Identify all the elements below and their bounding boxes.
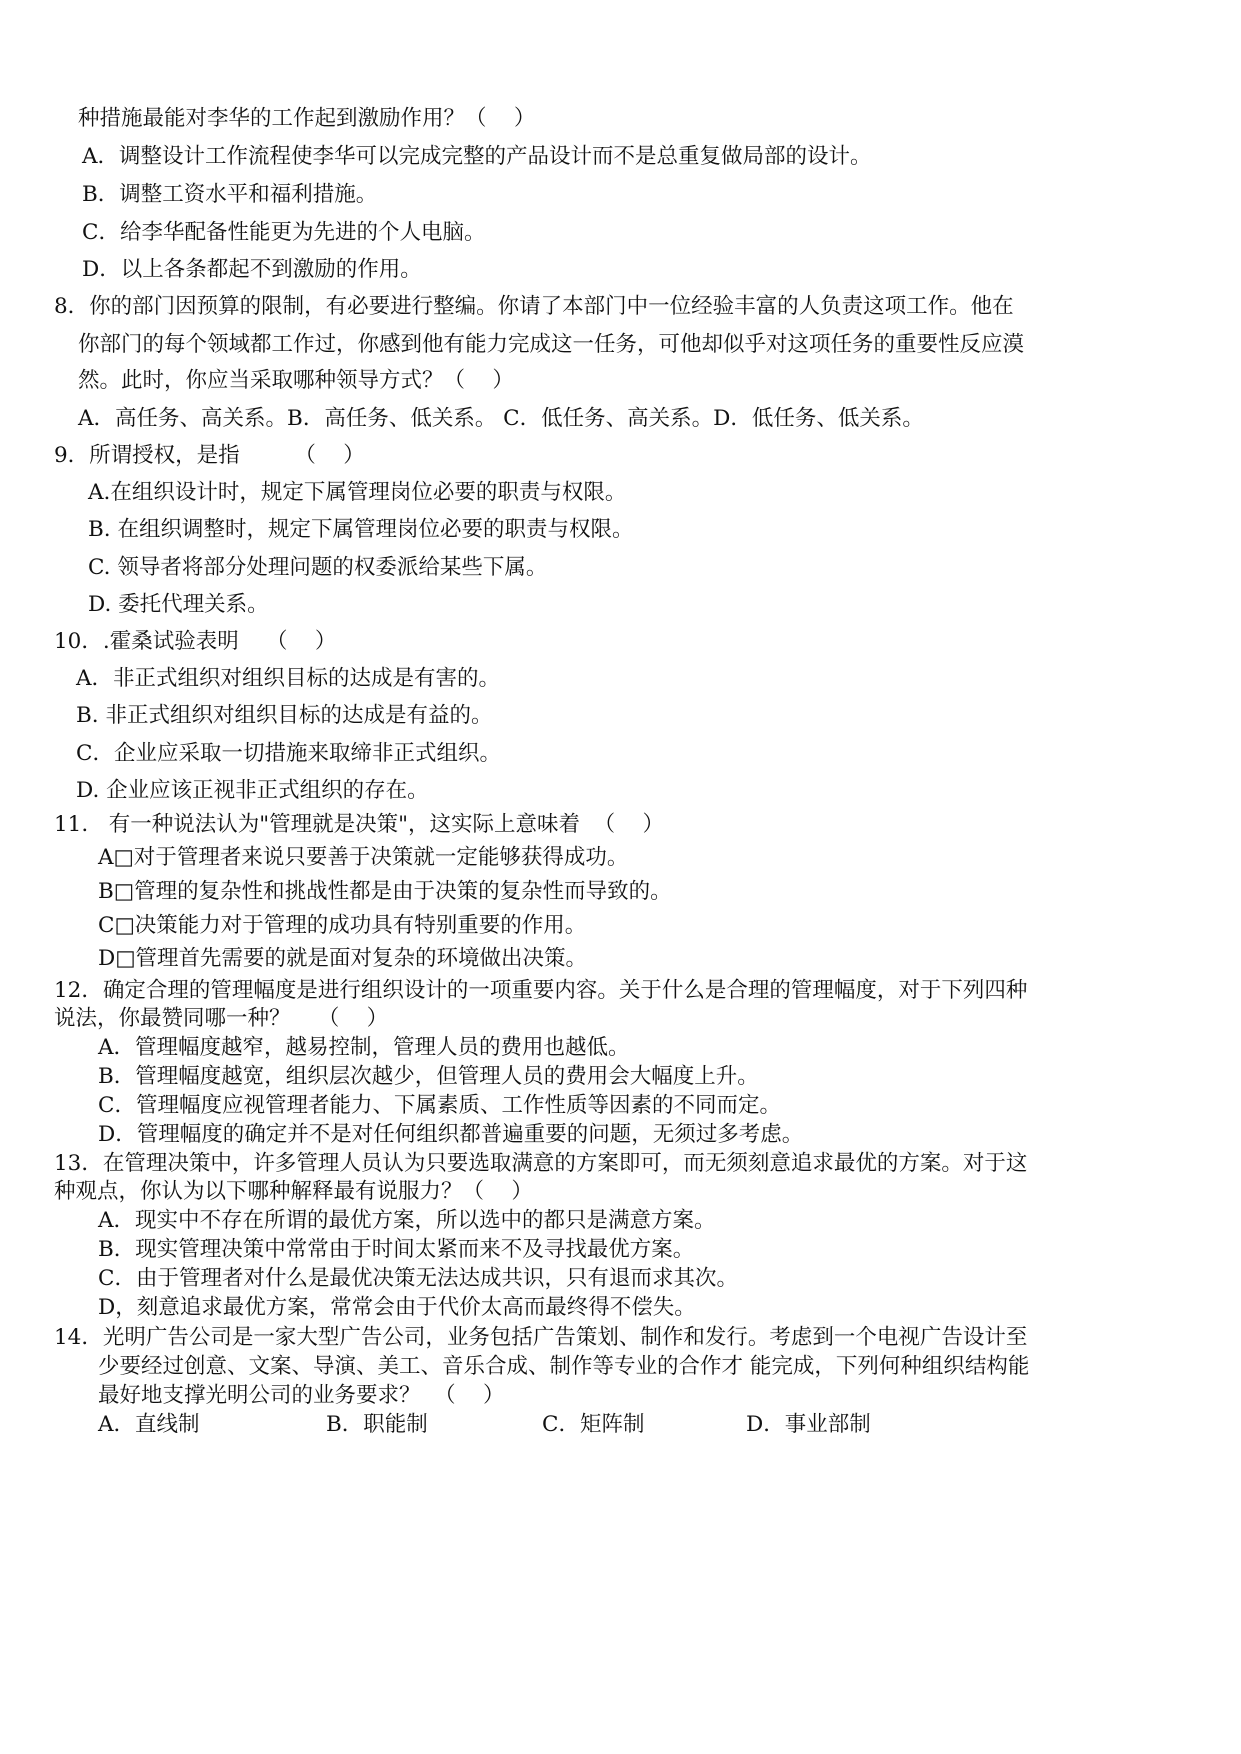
q14-stem-line2: 少要经过创意、文案、导演、美工、音乐合成、制作等专业的合作才 能完成，下列何种组织结构能 xyxy=(98,1354,1030,1379)
q14-option-d: D．事业部制 xyxy=(746,1412,871,1437)
q12-option-b: B．管理幅度越宽，组织层次越少，但管理人员的费用会大幅度上升。 xyxy=(98,1064,759,1089)
q14-option-c: C．矩阵制 xyxy=(542,1412,645,1437)
q10-stem: 10．.霍桑试验表明 （ ） xyxy=(54,629,337,654)
q12-option-a: A．管理幅度越窄，越易控制，管理人员的费用也越低。 xyxy=(98,1035,630,1060)
q13-option-b: B．现实管理决策中常常由于时间太紧而来不及寻找最优方案。 xyxy=(98,1237,695,1262)
q11-option-a: A□对于管理者来说只要善于决策就一定能够获得成功。 xyxy=(98,845,629,870)
q7-option-b: B．调整工资水平和福利措施。 xyxy=(82,182,378,207)
q14-stem-line3: 最好地支撑光明公司的业务要求？ （ ） xyxy=(98,1383,505,1408)
q13-option-a: A．现实中不存在所谓的最优方案，所以选中的都只是满意方案。 xyxy=(98,1208,716,1233)
q14-option-a: A．直线制 xyxy=(98,1412,200,1437)
q8-stem-line3: 然。此时，你应当采取哪种领导方式？（ ） xyxy=(78,368,514,393)
q9-option-c: C. 领导者将部分处理问题的权委派给某些下属。 xyxy=(88,555,548,580)
q14-options xyxy=(0,1410,1241,1440)
q8-stem-line1: 8．你的部门因预算的限制，有必要进行整编。你请了本部门中一位经验丰富的人负责这项工作。他在 xyxy=(54,294,1014,319)
q9-stem: 9．所谓授权，是指 （ ） xyxy=(54,443,365,468)
q7-stem-continued: 种措施最能对李华的工作起到激励作用？（ ） xyxy=(78,106,536,131)
q9-option-a: A.在组织设计时，规定下属管理岗位必要的职责与权限。 xyxy=(88,480,627,505)
q9-option-d: D. 委托代理关系。 xyxy=(88,592,269,617)
q12-stem-line2: 说法，你最赞同哪一种？ （ ） xyxy=(54,1006,389,1031)
q13-stem-line2: 种观点，你认为以下哪种解释最有说服力？（ ） xyxy=(54,1179,533,1204)
q12-option-d: D．管理幅度的确定并不是对任何组织都普遍重要的问题，无须过多考虑。 xyxy=(98,1122,804,1147)
q14-option-b: B．职能制 xyxy=(326,1412,428,1437)
q12-stem-line1: 12．确定合理的管理幅度是进行组织设计的一项重要内容。关于什么是合理的管理幅度，对于下列四种 xyxy=(54,978,1028,1003)
q10-option-c: C．企业应采取一切措施来取缔非正式组织。 xyxy=(76,741,501,766)
q7-option-a: A．调整设计工作流程使李华可以完成完整的产品设计而不是总重复做局部的设计。 xyxy=(82,144,872,169)
q13-option-c: C．由于管理者对什么是最优决策无法达成共识，只有退而求其次。 xyxy=(98,1266,738,1291)
q9-option-b: B. 在组织调整时，规定下属管理岗位必要的职责与权限。 xyxy=(88,517,634,542)
q12-option-c: C．管理幅度应视管理者能力、下属素质、工作性质等因素的不同而定。 xyxy=(98,1093,781,1118)
q14-stem-line1: 14．光明广告公司是一家大型广告公司，业务包括广告策划、制作和发行。考虑到一个电视广告设计至 xyxy=(54,1325,1028,1350)
q11-option-b: B□管理的复杂性和挑战性都是由于决策的复杂性而导致的。 xyxy=(98,879,672,904)
q11-option-d: D□管理首先需要的就是面对复杂的环境做出决策。 xyxy=(98,946,588,971)
q7-option-c: C．给李华配备性能更为先进的个人电脑。 xyxy=(82,220,486,245)
q10-option-b: B. 非正式组织对组织目标的达成是有益的。 xyxy=(76,703,493,728)
q10-option-d: D. 企业应该正视非正式组织的存在。 xyxy=(76,778,429,803)
q13-stem-line1: 13．在管理决策中，许多管理人员认为只要选取满意的方案即可，而无须刻意追求最优的方案。对于这 xyxy=(54,1151,1028,1176)
q7-option-d: D．以上各条都起不到激励的作用。 xyxy=(82,257,422,282)
q8-options: A．高任务、高关系。B．高任务、低关系。 C．低任务、高关系。D．低任务、低关系。 xyxy=(78,406,924,431)
q8-stem-line2: 你部门的每个领域都工作过，你感到他有能力完成这一任务，可他却似乎对这项任务的重要性反应漠 xyxy=(78,332,1025,357)
q10-option-a: A．非正式组织对组织目标的达成是有害的。 xyxy=(76,666,501,691)
q11-stem: 11. 有一种说法认为"管理就是决策"，这实际上意味着 （ ） xyxy=(54,812,664,837)
q11-option-c: C□决策能力对于管理的成功具有特别重要的作用。 xyxy=(98,913,587,938)
q13-option-d: D，刻意追求最优方案，常常会由于代价太高而最终得不偿失。 xyxy=(98,1295,696,1320)
